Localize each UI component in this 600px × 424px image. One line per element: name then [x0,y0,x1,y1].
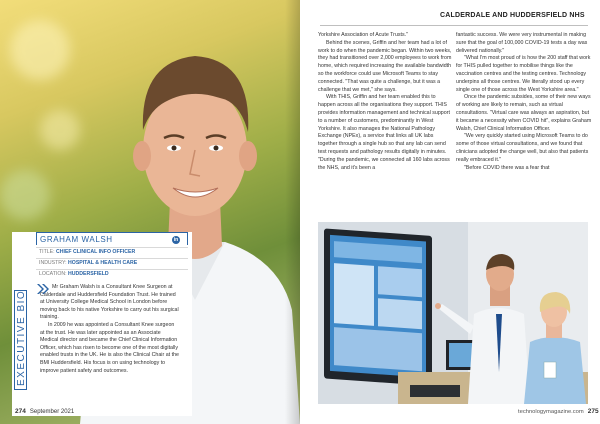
article-paragraph: "We very quickly started using Microsoft Teams to do some of those virtual consultations, and we found that clinicians adopted the change well, but also that patients really embraced it." [456,133,589,163]
website: technologymagazine.com [518,409,584,415]
executive-bio-label: EXECUTIVE BIO [14,290,27,390]
article-paragraph: Once the pandemic subsides, some of their new ways of working are likely to remain, such as virtual consultations. "Virtual care was always an aspiration, but it became a necessity when COVID hit", explains Graham Walsh, Chief Clinical Information Officer. [456,94,592,132]
bio-name: GRAHAM WALSH [40,235,113,244]
header-rule [320,25,588,26]
article-paragraph: "Before COVID there was a fear that [464,164,550,171]
bio-field-key: TITLE: [39,249,55,255]
right-folio [518,408,599,415]
bio-paragraph: Mr Graham Walsh is a Consultant Knee Surgeon at Calderdale and Huddersfield Foundation Trust. He trained at University College Medical School in London before moving back to his native Yorkshire to carry out his surgical training. [40,284,179,321]
clinicians-at-screen-illustration [318,222,588,404]
article-column-1 [318,32,454,172]
bio-paragraph: In 2009 he was appointed a Consultant Knee surgeon at the trust. He was later appointed as an Associate Medical director and became the Chief Clinical Information Officer, which has risen to become one of the most digitally enabled trusts in the UK. He is also the Clinical Chair at the BMI Huddersfield. His focus is on using technology to improve patient safety and outcomes. [40,321,179,374]
bio-text [40,284,180,375]
issue-date: September 2021 [29,409,75,415]
article-paragraph: With THIS, Griffin and her team enabled this to happen across all the organisations they support. THIS provides information management and technical support to a number of customers, predominantly in West Yorkshire. It also manages the National Pathology Exchange (NPEx), a service that links all UK labs together through a single hub so that any lab can send test requests and pathology results digitally in minutes. "During the pandemic, we connected all 160 labs across the NHS, and it's been a [318,94,450,171]
article-paragraph: fantastic success. We were very instrumental in making sure that the goal of 100,000 COVID-19 tests a day was delivered nationally." [456,32,588,54]
bio-field-location [36,269,188,278]
bio-field-key: INDUSTRY: [39,260,67,266]
page-number: 274 [15,408,26,415]
running-head: CALDERDALE AND HUDDERSFIELD NHS [440,12,585,19]
bio-field-value: CHIEF CLINICAL INFO OFFICER [56,249,136,255]
background-bokeh [10,20,70,80]
linkedin-icon[interactable]: in [173,237,179,243]
article-paragraph: Behind the scenes, Griffin and her team had a lot of work to do when the pandemic began. Within two weeks, they had transitioned over 2,000 employees to work from home, which required increasing the available bandwidth so the workforce could use Microsoft Teams to stay connected. "That was quite a challenge, but it was a challenge that we met," she says. [318,39,452,93]
article-paragraph: "What I'm most proud of is how the 200 staff that work for THIS pulled together to mobilise things like the vaccination centres and the testing centres. Technology underpins all those centres. We literally stood up every single one of those across the West Yorkshire area." [456,55,591,93]
bio-field-key: LOCATION: [39,271,67,277]
bio-field-title [36,247,188,256]
gutter-shadow [285,0,300,424]
bio-field-value: HOSPITAL & HEALTH CARE [68,260,138,266]
page-number: 275 [587,408,599,415]
bio-field-industry [36,258,188,267]
bio-field-value: HUDDERSFIELD [68,271,109,277]
hospital-photo [318,222,588,404]
article-paragraph: Yorkshire Association of Acute Trusts." [318,32,409,38]
left-folio [15,408,74,415]
article-column-2 [456,32,592,172]
background-bokeh [0,170,50,220]
